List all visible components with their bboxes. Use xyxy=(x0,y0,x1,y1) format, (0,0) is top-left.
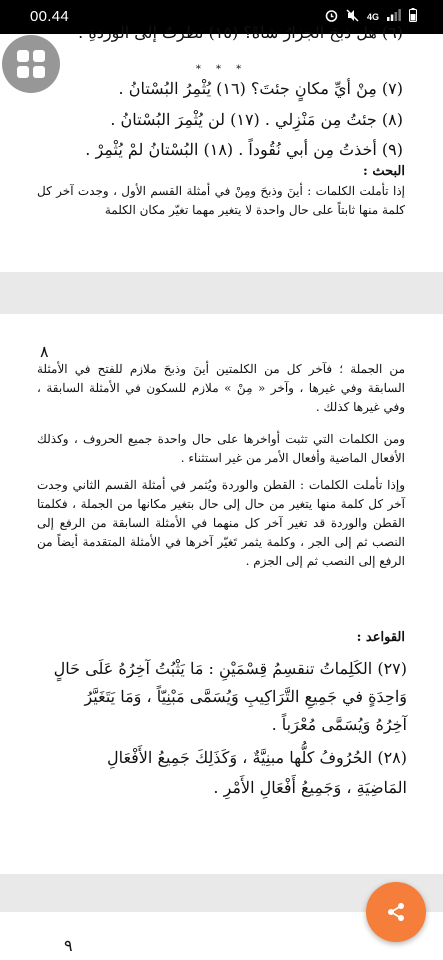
bahth-heading: البحث : xyxy=(363,164,405,179)
rule-27-line-1: (٢٧) الكَلِماتُ تنقسِمُ قِسْمَيْنِ : مَا يَثْبُتُ آخِرُهُ عَلَى حَالٍ xyxy=(53,659,407,678)
grid-icon xyxy=(17,50,45,78)
rule-27-line-3: آخِرُهُ وَيُسَمَّى مُعْرَباً . xyxy=(271,715,407,734)
exercise-9: (٩) أخذتُ مِن أبي نُقُوداً . (١٨) البُسْتانُ لمْ يُثْمِرْ . xyxy=(85,140,403,159)
page-number-9: ٩ xyxy=(64,936,73,955)
bahth-paragraph: إذا تأملت الكلمات : أينَ وذبحَ ومِنْ في أمثلة القسم الأول ، وجدت آخر كل كلمة منها ثابتاً على حال واحدة لا يتغير مهما تغيّر مكان الكلمة xyxy=(37,184,405,217)
exercise-8: (٨) جئتُ مِن مَنْزِلي . (١٧) لن يُثْمِرَ البُسْتانُ . xyxy=(110,110,403,129)
paragraph-3: وإذا تأملت الكلمات : القطن والوردة ويُثمر في أمثلة القسم الثاني وجدت آخر كل كلمة منها يتغير من حال إلى حال بتغير مكانها من الجملة ، فكلمتا القطن والوردة قد تغير آخر كل منهما في الأمثلة السابقة من الرفع إلى النصب ثم إلى الجر ، وكلمة يثمر تَغيّر آخرها في الأمثلة المتقدمة أيضاً من الرفع إلى النصب ثم إلى الجزم . xyxy=(37,478,405,568)
rule-27-line-2: وَاحِدَةٍ في جَمِيعِ التَّرَاكِيبِ وَيُسَمَّى مَبْنِيّاً ، وَمَا يَتَغَيَّرُ xyxy=(84,687,407,706)
paragraph-1: من الجملة ؛ فآخر كل من الكلمتين أينَ وذبحَ ملازم للفتح في الأمثلة السابقة وفي غيرها ، وآخر « مِنْ » ملازم للسكون في الأمثلة السابقة ، وفي غيرها كذلك . xyxy=(37,362,405,414)
book-page-7 xyxy=(0,23,443,272)
share-icon xyxy=(385,901,407,923)
exercise-6-partial: (٦) هل ذبحَ الجزارُ شاةً؟ (١٥) نظرتُ إلى الوردةِ . xyxy=(78,23,403,42)
signal-icon xyxy=(387,9,401,24)
rule-28-line-1: (٢٨) الحُرُوفُ كلُّها مبنِيَّةٌ ، وَكَذَلِكَ جَمِيعُ الأَفْعَالِ xyxy=(106,748,407,767)
section-divider-stars: * * * xyxy=(195,64,248,75)
status-time: 00.44 xyxy=(30,8,70,25)
rule-28-line-2: المَاضِيَةِ ، وَجَمِيعُ أَفْعَالِ الأَمْرِ . xyxy=(213,778,407,797)
grid-menu-button[interactable] xyxy=(2,35,60,93)
qawaid-heading: القواعد : xyxy=(356,630,405,645)
network-type: 4G xyxy=(366,11,379,22)
exercise-7: (٧) مِنْ أيِّ مكانٍ جئتَ؟ (١٦) يُثْمِرُ البُسْتانُ . xyxy=(118,79,403,98)
page-number: ٨ xyxy=(40,342,49,361)
book-page-8 xyxy=(0,314,443,874)
clipped-line-container xyxy=(0,23,443,44)
battery-icon xyxy=(409,8,417,25)
paragraph-2: ومن الكلمات التي تثبت أواخرها على حال واحدة جميع الحروف ، وكذلك الأفعال الماضية وأفعال الأمر من غير استثناء . xyxy=(37,432,405,465)
share-button[interactable] xyxy=(366,882,426,942)
